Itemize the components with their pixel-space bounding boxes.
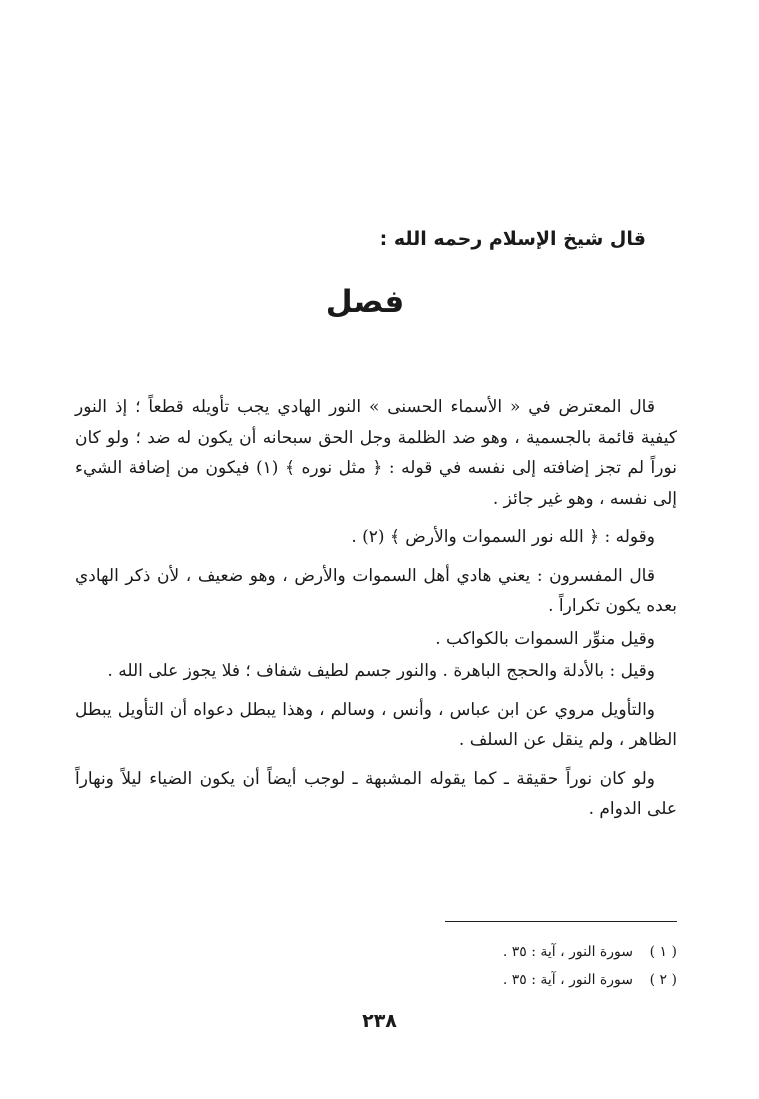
paragraph: وقيل منوِّر السموات بالكواكب .: [435, 628, 655, 649]
footnote-text: سورة النور ، آية : ٣٥ .: [502, 944, 633, 960]
footnotes: [277, 938, 677, 994]
page-heading: قال شيخ الإسلام رحمه الله :: [379, 228, 646, 250]
footnote-divider: [445, 921, 677, 922]
paragraph: والتأويل مروي عن ابن عباس ، وأنس ، وسالم ، وهذا يبطل دعواه أن التأويل يبطل الظاهر ، ولم ينقل عن السلف .: [75, 699, 677, 750]
body-text: [75, 392, 677, 825]
paragraph: ولو كان نوراً حقيقة ـ كما يقوله المشبهة ـ لوجب أيضاً أن يكون الضياء ليلاً ونهاراً على الدوام .: [75, 768, 677, 819]
paragraph: وقوله : ﴿ الله نور السموات والأرض ﴾ (٢) .: [351, 527, 655, 547]
footnote-text: سورة النور ، آية : ٣٥ .: [502, 972, 633, 988]
footnote: [277, 938, 677, 966]
footnote: [277, 966, 677, 994]
footnote-number: ( ٢ ): [649, 972, 677, 988]
section-title: فصل: [325, 284, 405, 320]
paragraph: قال المعترض في « الأسماء الحسنى » النور الهادي يجب تأويله قطعاً ؛ إذ النور كيفية قائمة بالجسمية ، وهو ضد الظلمة وجل الحق سبحانه أن يكون له ضد ؛ ولو كان نوراً لم تجز إضافته إلى نفسه في قوله : ﴿ مثل نوره ﴾ (١) فيكون من إضافة الشيء إلى نفسه ، وهو غير جائز .: [75, 397, 677, 509]
page-number: ٢٣٨: [362, 1010, 397, 1032]
paragraph: قال المفسرون : يعني هادي أهل السموات والأرض ، وهو ضعيف ، لأن ذكر الهادي بعده يكون تكراراً .: [75, 565, 677, 616]
footnote-number: ( ١ ): [649, 944, 677, 960]
paragraph: وقيل : بالأدلة والحجج الباهرة . والنور جسم لطيف شفاف ؛ فلا يجوز على الله .: [107, 661, 655, 681]
